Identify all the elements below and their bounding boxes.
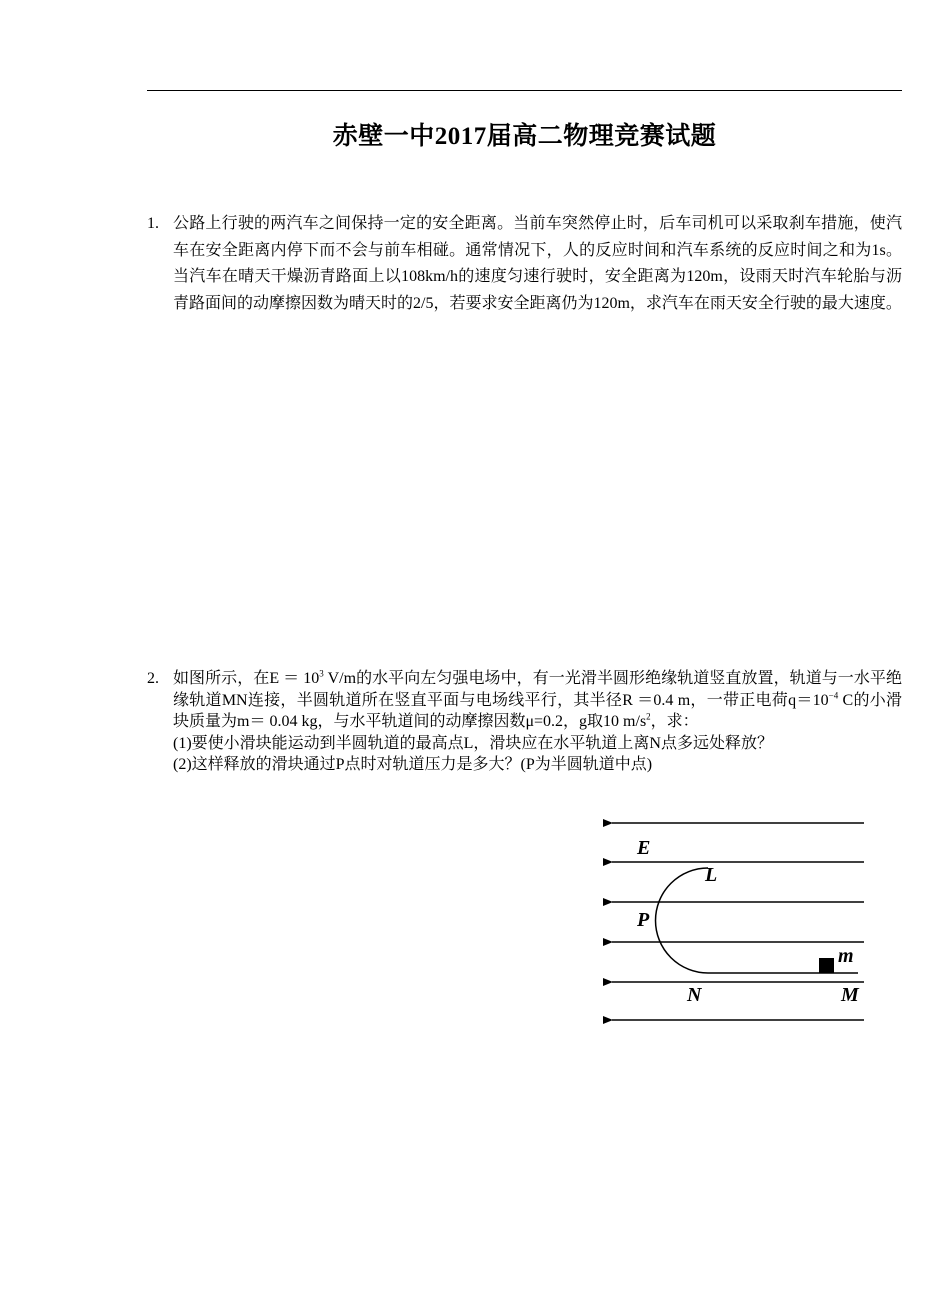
label-e: E (637, 837, 651, 859)
label-l: L (705, 864, 718, 886)
label-p: P (637, 909, 650, 931)
field-track-figure (600, 810, 875, 1030)
question-2-number: 2. (147, 670, 159, 687)
label-n: N (687, 984, 702, 1006)
label-m-point: M (841, 984, 859, 1006)
question-1 (147, 211, 902, 317)
q2-text-c: C的小滑块质量为m＝ 0.04 kg，与水平轨道间的动摩擦因数μ=0.2，g取10 m/s (173, 691, 902, 730)
question-2-sub-2: (2)这样释放的滑块通过P点时对轨道压力是多大？(P为半圆轨道中点) (173, 756, 653, 773)
label-m-mass: m (838, 945, 854, 967)
page-title: 赤壁一中2017届高二物理竞赛试题 (332, 123, 717, 150)
q2-text-a: 如图所示，在E ＝ 10 (173, 670, 320, 687)
semicircle-track (656, 868, 709, 973)
header-rule (147, 90, 902, 91)
q2-sup-a: 3 (319, 668, 324, 679)
slider-block (819, 958, 834, 973)
question-2 (147, 668, 902, 776)
q2-text-d: ，求： (650, 713, 699, 730)
question-1-number: 1. (147, 215, 159, 232)
question-2-text (173, 668, 902, 733)
question-2-sub-1: (1)要使小滑块能运动到半圆轨道的最高点L，滑块应在水平轨道上离N点多远处释放？ (173, 734, 773, 752)
question-1-text: 公路上行驶的两汽车之间保持一定的安全距离。当前车突然停止时，后车司机可以采取刹车措施，使汽车在安全距离内停下而不会与前车相碰。通常情况下，人的反应时间和汽车系统的反应时间之和为1s。当汽车在晴天干燥沥青路面上以108km/h的速度匀速行驶时，安全距离为120m，设雨天时汽车轮胎与沥青路面间的动摩擦因数为晴天时的2/5，若要求安全距离仍为120m，求汽车在雨天安全行驶的最大速度。 (173, 215, 902, 312)
q2-sup-c: 2 (646, 711, 651, 722)
q2-text-b: V/m的水平向左匀强电场中，有一光滑半圆形绝缘轨道竖直放置，轨道与一水平绝缘轨道MN连接，半圆轨道所在竖直平面与电场线平行，其半径R ＝0.4 m，一带正电荷q＝10 (173, 670, 902, 709)
q2-sup-b: −4 (828, 690, 839, 701)
